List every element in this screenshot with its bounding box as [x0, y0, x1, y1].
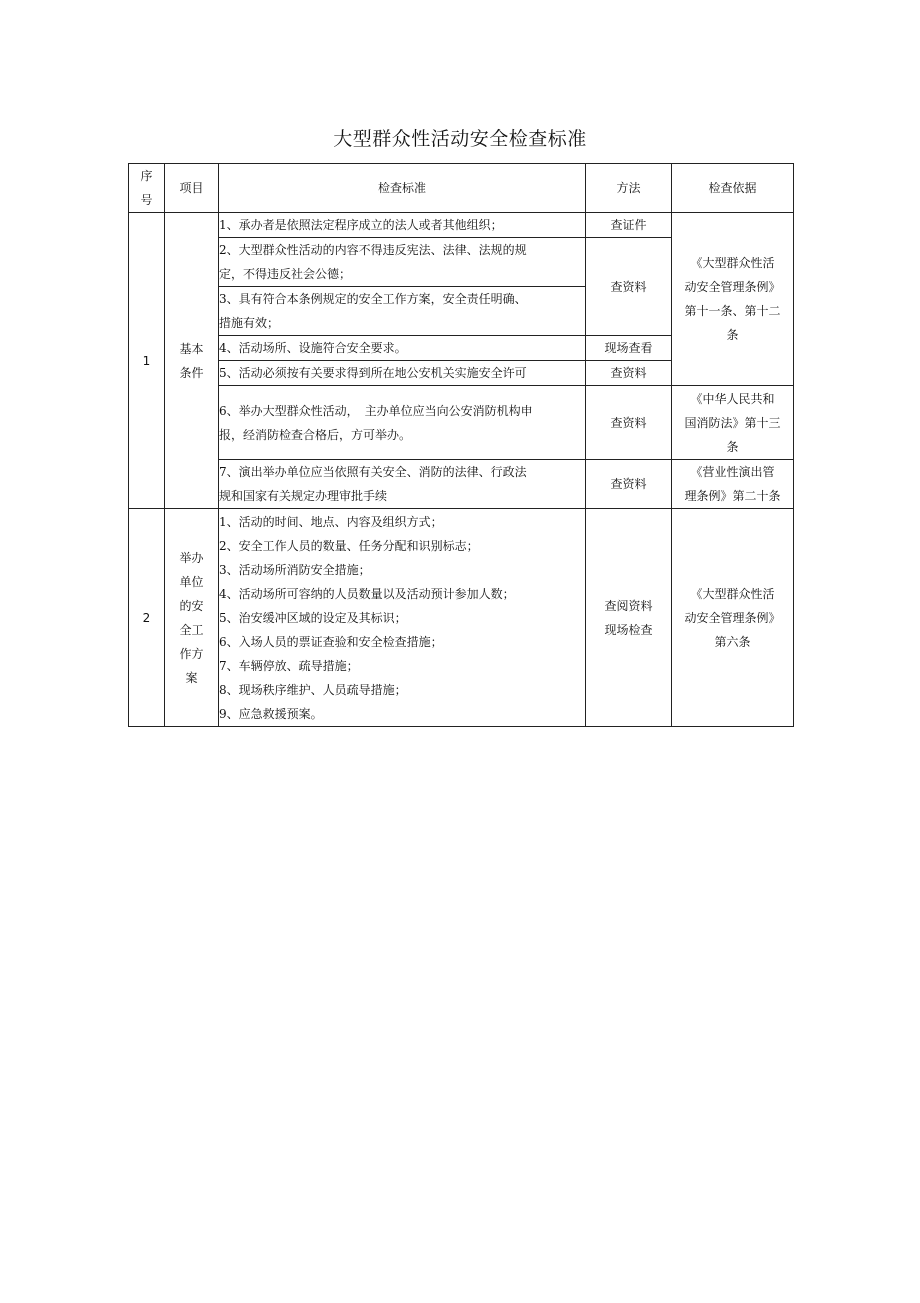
criteria-cell: 6、举办大型群众性活动， 主办单位应当向公安消防机构申 报，经消防检查合格后，方可举办。 — [219, 386, 586, 460]
list-item: 1、活动的时间、地点、内容及组织方式； — [219, 514, 443, 529]
criteria-cell: 7、演出举办单位应当依照有关安全、消防的法律、行政法 规和国家有关规定办理审批手续 — [219, 460, 586, 509]
method-cell: 查阅资料 现场检查 — [586, 509, 672, 727]
list-item: 5、治安缓冲区域的设定及其标识； — [219, 610, 407, 625]
section1-seq: 1 — [129, 213, 165, 509]
basis-cell: 《大型群众性活 动安全管理条例》 第六条 — [672, 509, 794, 727]
table-row — [129, 213, 794, 238]
criteria-cell: 3、具有符合本条例规定的安全工作方案，安全责任明确、 措施有效； — [219, 287, 586, 336]
list-item: 4、活动场所可容纳的人员数量以及活动预计参加人数； — [219, 586, 515, 601]
list-item: 3、活动场所消防安全措施； — [219, 562, 371, 577]
list-item: 9、应急救援预案。 — [219, 706, 323, 721]
method-cell: 查资料 — [586, 361, 672, 386]
header-basis: 检查依据 — [672, 164, 794, 213]
method-cell: 查资料 — [586, 460, 672, 509]
section1-item: 基本 条件 — [165, 213, 219, 509]
table-row — [129, 460, 794, 509]
section2-item: 举办 单位 的安 全工 作方 案 — [165, 509, 219, 727]
method-cell: 查证件 — [586, 213, 672, 238]
header-criteria: 检查标准 — [219, 164, 586, 213]
basis-cell: 《中华人民共和 国消防法》第十三 条 — [672, 386, 794, 460]
list-item: 7、车辆停放、疏导措施； — [219, 658, 359, 673]
basis-cell: 《大型群众性活 动安全管理条例》 第十一条、第十二 条 — [672, 213, 794, 386]
basis-cell: 《营业性演出管 理条例》第二十条 — [672, 460, 794, 509]
method-cell: 现场查看 — [586, 336, 672, 361]
page-title: 大型群众性活动安全检查标准 — [333, 128, 587, 150]
header-method: 方法 — [586, 164, 672, 213]
criteria-list — [219, 509, 586, 727]
criteria-cell: 2、大型群众性活动的内容不得违反宪法、法律、法规的规 定，不得违反社会公德； — [219, 238, 586, 287]
section2-seq: 2 — [129, 509, 165, 727]
header-item: 项目 — [165, 164, 219, 213]
method-cell: 查资料 — [586, 238, 672, 336]
method-cell: 查资料 — [586, 386, 672, 460]
criteria-cell: 1、承办者是依照法定程序成立的法人或者其他组织； — [219, 213, 586, 238]
header-row — [129, 164, 794, 213]
list-item: 6、入场人员的票证查验和安全检查措施； — [219, 634, 443, 649]
header-seq: 序 号 — [129, 164, 165, 213]
list-item: 8、现场秩序维护、人员疏导措施； — [219, 682, 407, 697]
inspection-table — [128, 163, 794, 727]
list-item: 2、安全工作人员的数量、任务分配和识别标志； — [219, 538, 479, 553]
criteria-cell: 4、活动场所、设施符合安全要求。 — [219, 336, 586, 361]
table-row — [129, 509, 794, 727]
table-row — [129, 386, 794, 460]
criteria-cell: 5、活动必须按有关要求得到所在地公安机关实施安全许可 — [219, 361, 586, 386]
